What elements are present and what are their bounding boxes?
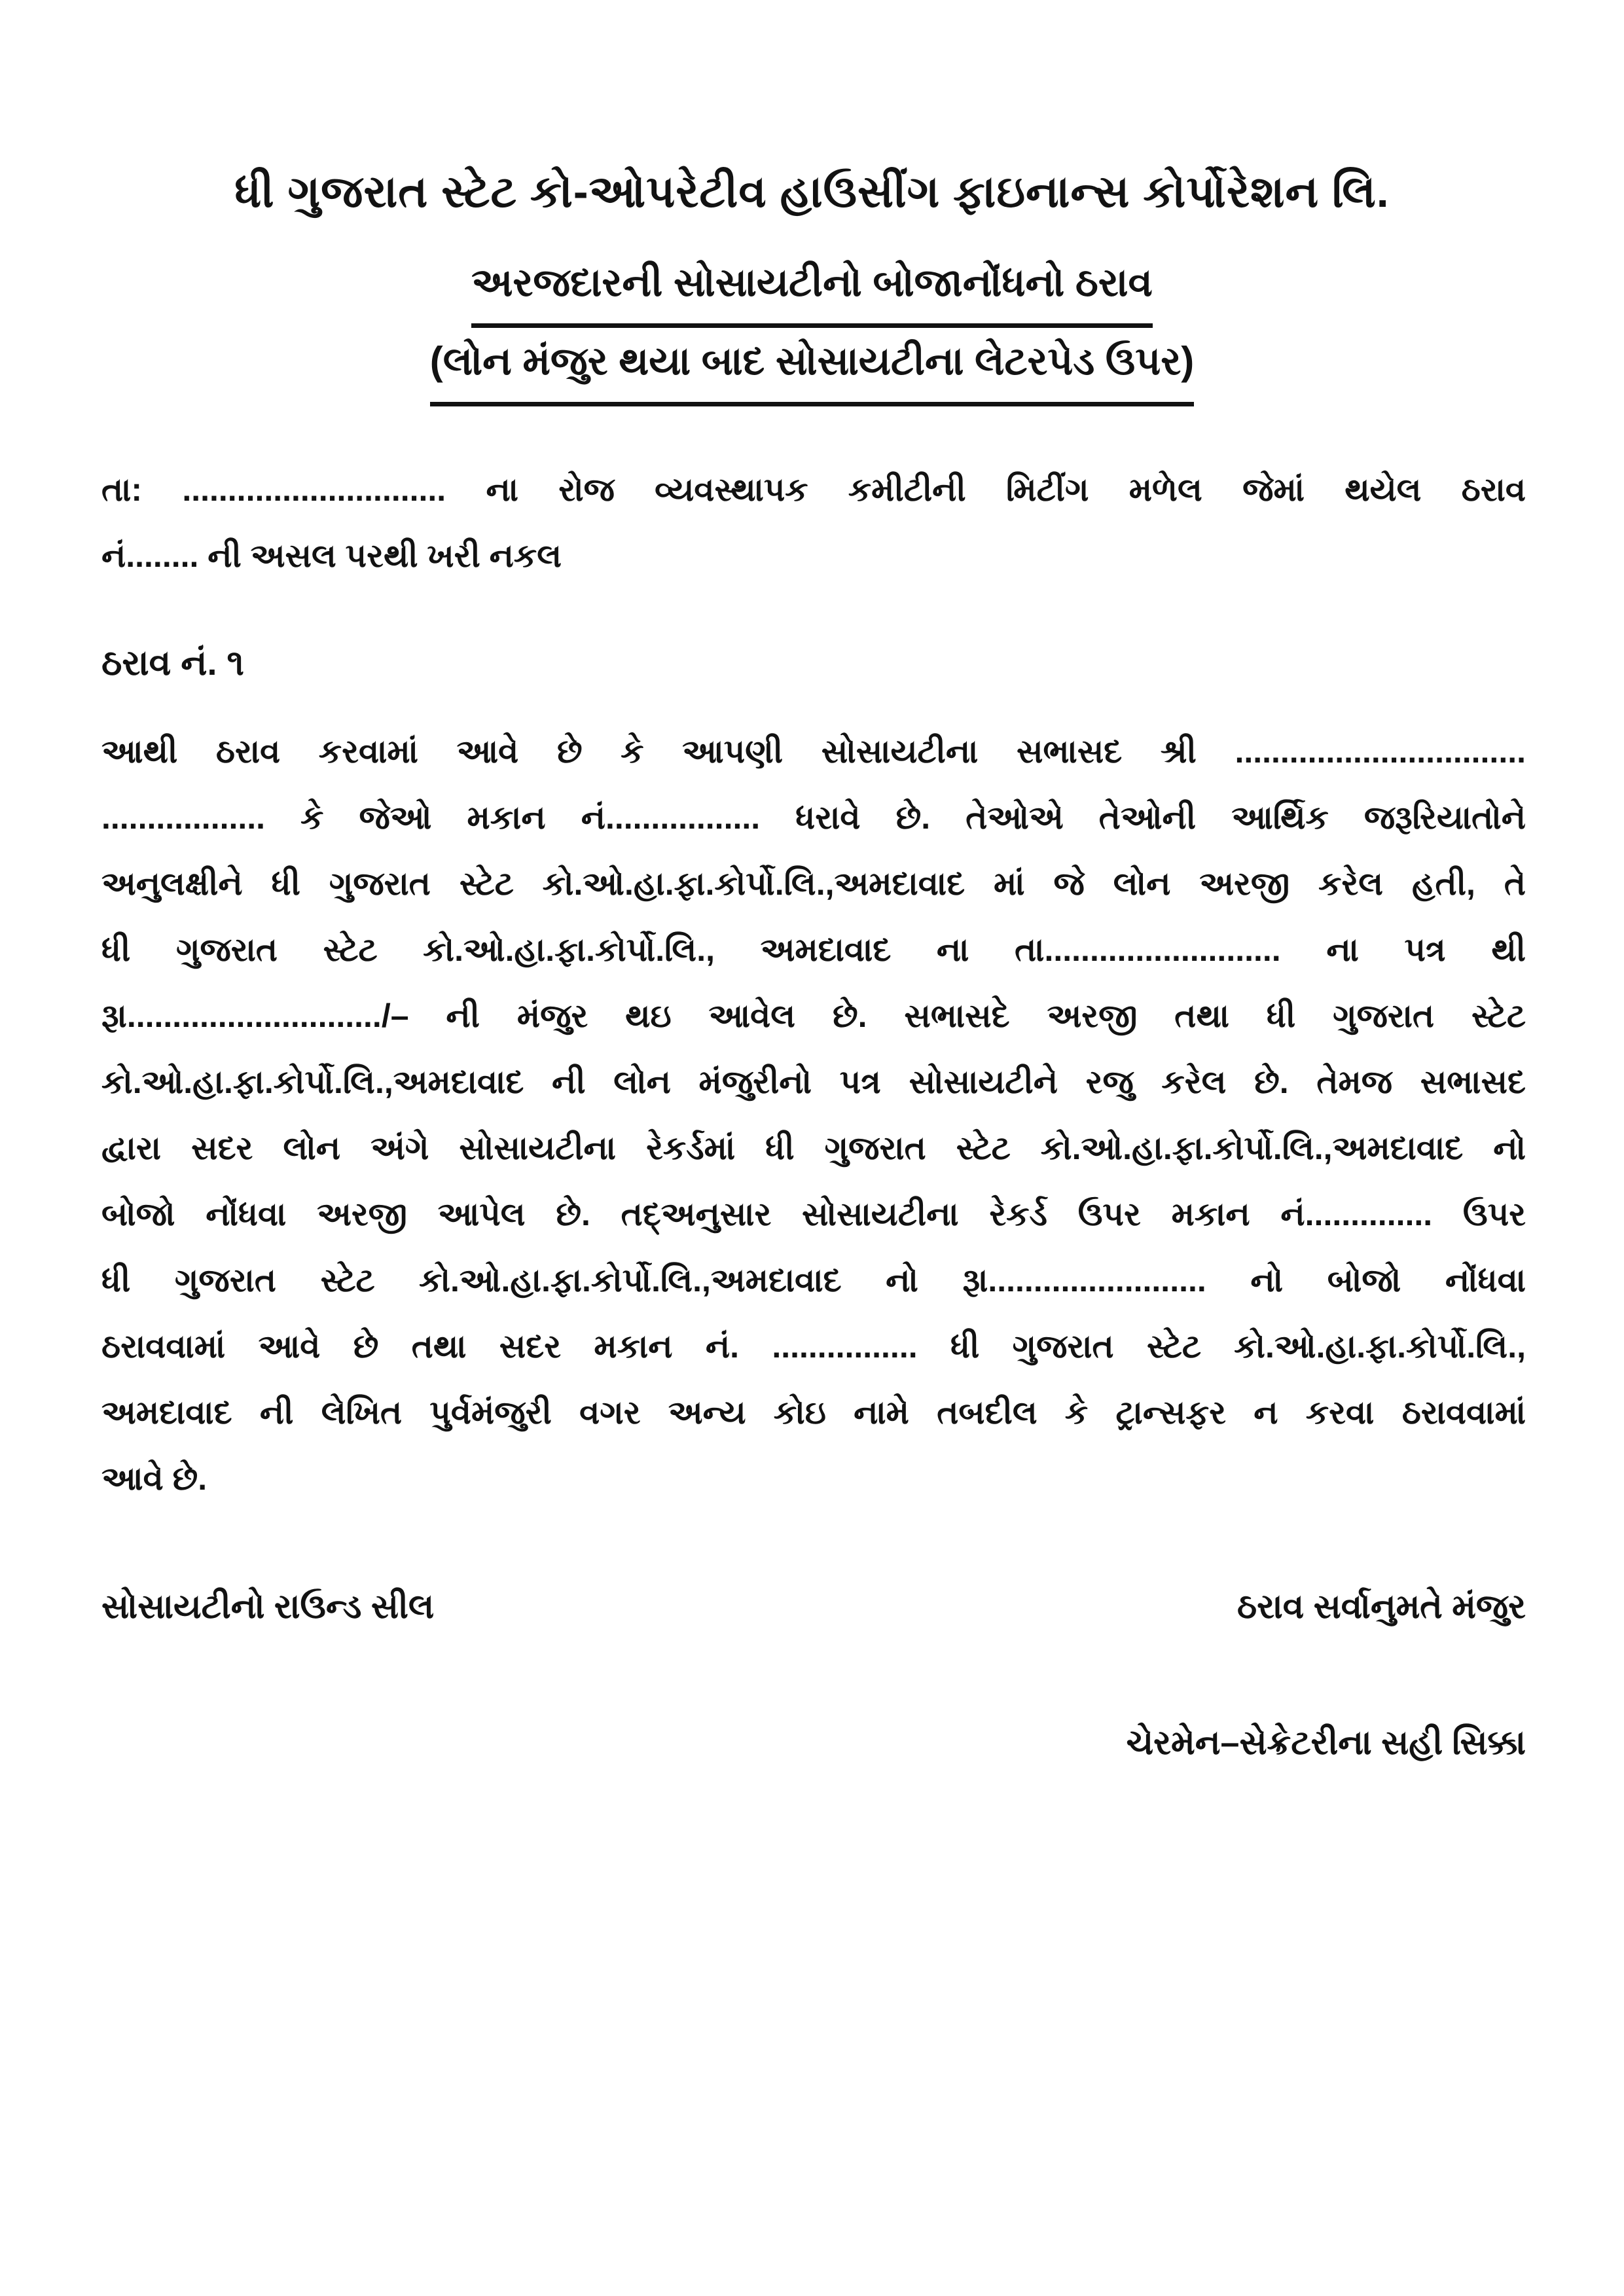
body-line: ઠરાવવામાં આવે છે તથા સદર મકાન નં. ................ ધી ગુજરાત સ્ટેટ કો.ઓ.હા.ફા.કોર્પો.લિ., (101, 1328, 1526, 1365)
body-line: આવે છે. (101, 1460, 208, 1497)
society-seal-label: સોસાયટીનો રાઉન્ડ સીલ (101, 1588, 435, 1626)
chairman-secretary-signature-label: ચેરમેન–સેક્રેટરીના સહી સિક્કા (1126, 1724, 1526, 1762)
body-line: અમદાવાદ ની લેખિત પુર્વમંજુરી વગર અન્ય કોઇ નામે તબદીલ કે ટ્રાન્સફર ન કરવા ઠરાવવામાં (101, 1394, 1526, 1431)
meta-line: તા: ............................. ના રોજ વ્યવસ્થાપક કમીટીની મિટીંગ મળેલ જેમાં થયેલ ઠરાવ (101, 471, 1526, 508)
body-line: રૂા............................/– ની મંજુર થઇ આવેલ છે. સભાસદે અરજી તથા ધી ગુજરાત સ્ટેટ (101, 997, 1526, 1034)
signature-row (101, 1720, 1526, 1766)
document-subnote (0, 329, 1624, 406)
resolution-body (101, 719, 1526, 1512)
document-subtitle (0, 250, 1624, 328)
body-line: બોજો નોંધવા અરજી આપેલ છે. તદ્અનુસાર સોસાયટીના રેકર્ડ ઉપર મકાન નં.............. ઉપર (101, 1196, 1526, 1232)
body-line: દ્વારા સદર લોન અંગે સોસાયટીના રેકર્ડમાં ધી ગુજરાત સ્ટેટ કો.ઓ.હા.ફા.કોર્પો.લિ.,અમદાવાદ નો (101, 1130, 1526, 1166)
body-line: આથી ઠરાવ કરવામાં આવે છે કે આપણી સોસાયટીના સભાસદ શ્રી ................................ (101, 733, 1526, 770)
meta-line: નં........ ની અસલ પરથી ખરી નકલ (101, 537, 562, 574)
meta-paragraph (101, 457, 1526, 589)
body-line: અનુલક્ષીને ધી ગુજરાત સ્ટેટ કો.ઓ.હા.ફા.કોર્પો.લિ.,અમદાવાદ માં જે લોન અરજી કરેલ હતી, તે (101, 865, 1526, 902)
body-line: કો.ઓ.હા.ફા.કોર્પો.લિ.,અમદાવાદ ની લોન મંજુરીનો પત્ર સોસાયટીને રજુ કરેલ છે. તેમજ સભાસદ (101, 1064, 1526, 1100)
body-line: ધી ગુજરાત સ્ટેટ કો.ઓ.હા.ફા.કોર્પો.લિ.,અમદાવાદ નો રૂા........................ નો બોજો નોંધવા (101, 1262, 1526, 1299)
body-line: ધી ગુજરાત સ્ટેટ કો.ઓ.હા.ફા.કોર્પો.લિ., અમદાવાદ ના તા.......................... ના પત્ર થી (101, 931, 1526, 968)
document-subtitle-text: અરજદારની સોસાયટીનો બોજાનોંધનો ઠરાવ (471, 250, 1153, 328)
document-title: ધી ગુજરાત સ્ટેટ કો-ઓપરેટીવ હાઉસીંગ ફાઇનાન્સ કોર્પોરેશન લિ. (234, 167, 1390, 217)
document-subnote-text: (લોન મંજુર થયા બાદ સોસાયટીના લેટરપેડ ઉપર) (430, 329, 1194, 406)
resolution-approved-label: ઠરાવ સર્વાનુમતે મંજુર (1236, 1588, 1526, 1626)
body-line: .................. કે જેઓ મકાન નં................. ધરાવે છે. તેઓએ તેઓની આર્થિક જરૂરિયાતોને (101, 799, 1526, 836)
resolution-heading: ઠરાવ નં. ૧ (101, 643, 244, 683)
